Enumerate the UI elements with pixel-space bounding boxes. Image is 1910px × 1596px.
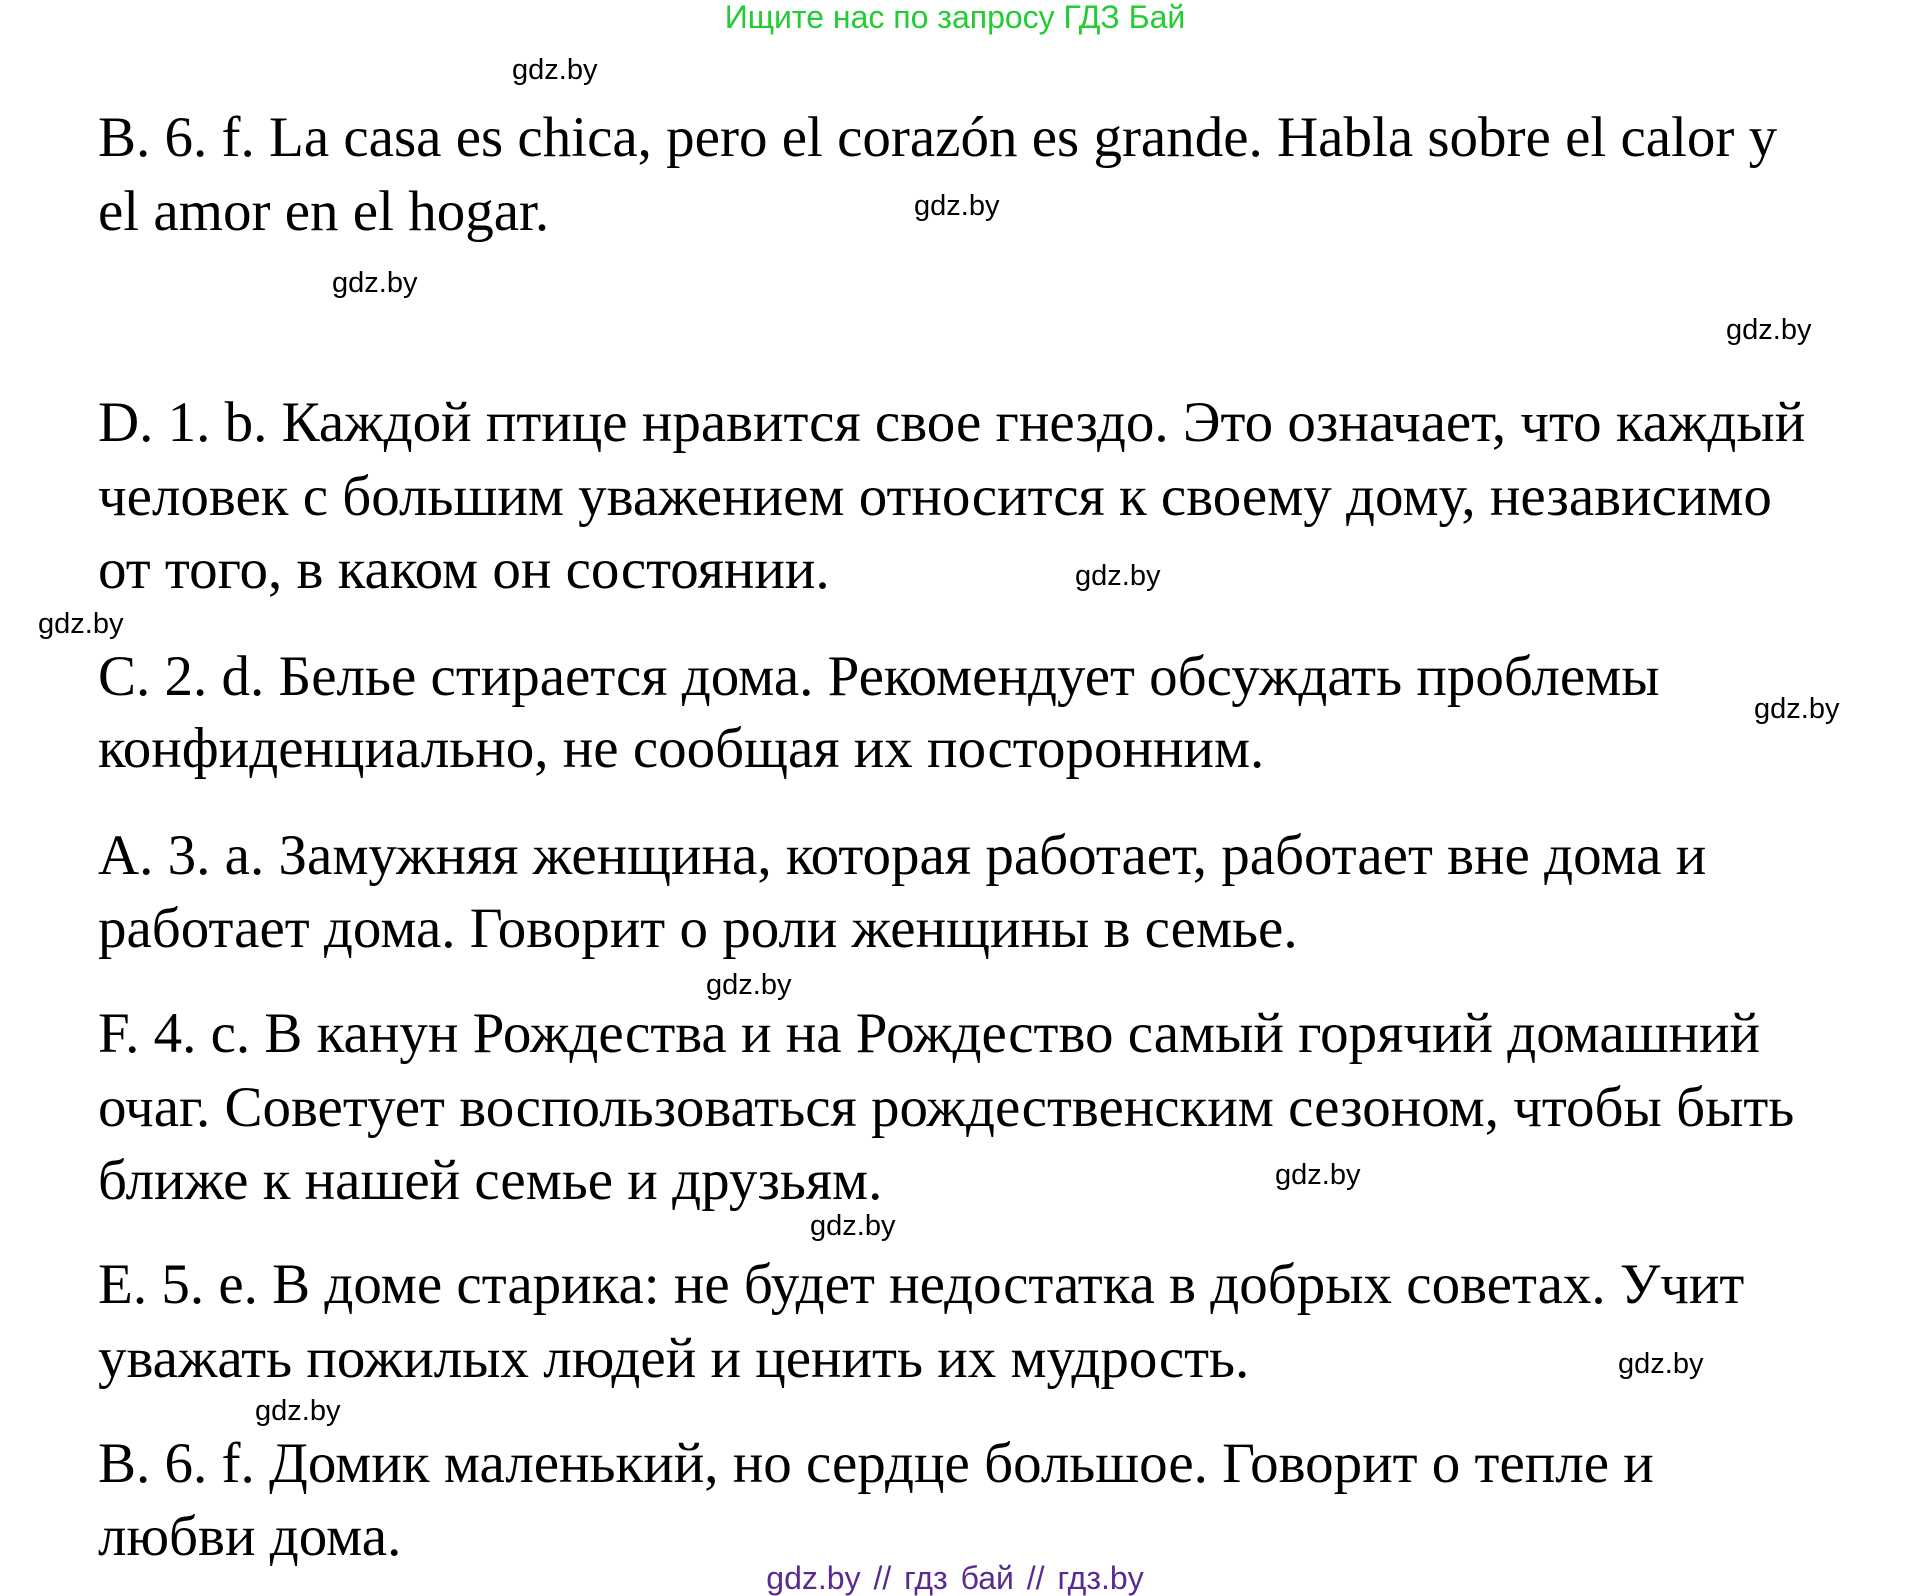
watermark: gdz.by <box>914 190 1000 222</box>
text-line: работает дома. Говорит о роли женщины в семье. <box>98 897 1298 960</box>
watermark: gdz.by <box>332 267 418 299</box>
text-line: E. 5. e. В доме старика: не будет недостатка в добрых советах. Учит <box>98 1253 1745 1316</box>
text-line: уважать пожилых людей и ценить их мудрость. <box>98 1327 1250 1390</box>
watermark: gdz.by <box>1726 314 1812 346</box>
watermark: gdz.by <box>1754 693 1840 725</box>
text-line: A. 3. a. Замужняя женщина, которая работает, работает вне дома и <box>98 824 1707 887</box>
watermark: gdz.by <box>1618 1348 1704 1380</box>
watermark: gdz.by <box>706 969 792 1001</box>
watermark: gdz.by <box>1075 560 1161 592</box>
watermark: gdz.by <box>38 608 124 640</box>
watermark: gdz.by <box>810 1210 896 1242</box>
text-line: конфиденциально, не сообщая их посторонним. <box>98 717 1265 780</box>
text-line: очаг. Советует воспользоваться рождественским сезоном, чтобы быть <box>98 1076 1795 1139</box>
text-line: el amor en el hogar. <box>98 180 550 243</box>
text-line: человек с большим уважением относится к своему дому, независимо <box>98 465 1772 528</box>
footer-links: gdz.by // гдз бай // гдз.by <box>766 1560 1144 1596</box>
watermark: gdz.by <box>255 1395 341 1427</box>
watermark: gdz.by <box>512 54 598 86</box>
text-line: B. 6. f. La casa es chica, pero el corazón es grande. Habla sobre el calor y <box>98 106 1778 169</box>
watermark: gdz.by <box>1275 1159 1361 1191</box>
text-line: от того, в каком он состоянии. <box>98 538 830 601</box>
text-line: любви дома. <box>98 1505 402 1568</box>
text-line: C. 2. d. Белье стирается дома. Рекомендует обсуждать проблемы <box>98 645 1660 708</box>
search-hint-header: Ищите нас по запросу ГДЗ Бай <box>724 0 1186 35</box>
text-line: F. 4. c. В канун Рождества и на Рождество самый горячий домашний <box>98 1002 1761 1065</box>
text-line: D. 1. b. Каждой птице нравится свое гнездо. Это означает, что каждый <box>98 391 1806 454</box>
text-line: B. 6. f. Домик маленький, но сердце большое. Говорит о тепле и <box>98 1432 1654 1495</box>
text-line: ближе к нашей семье и друзьям. <box>98 1149 883 1212</box>
